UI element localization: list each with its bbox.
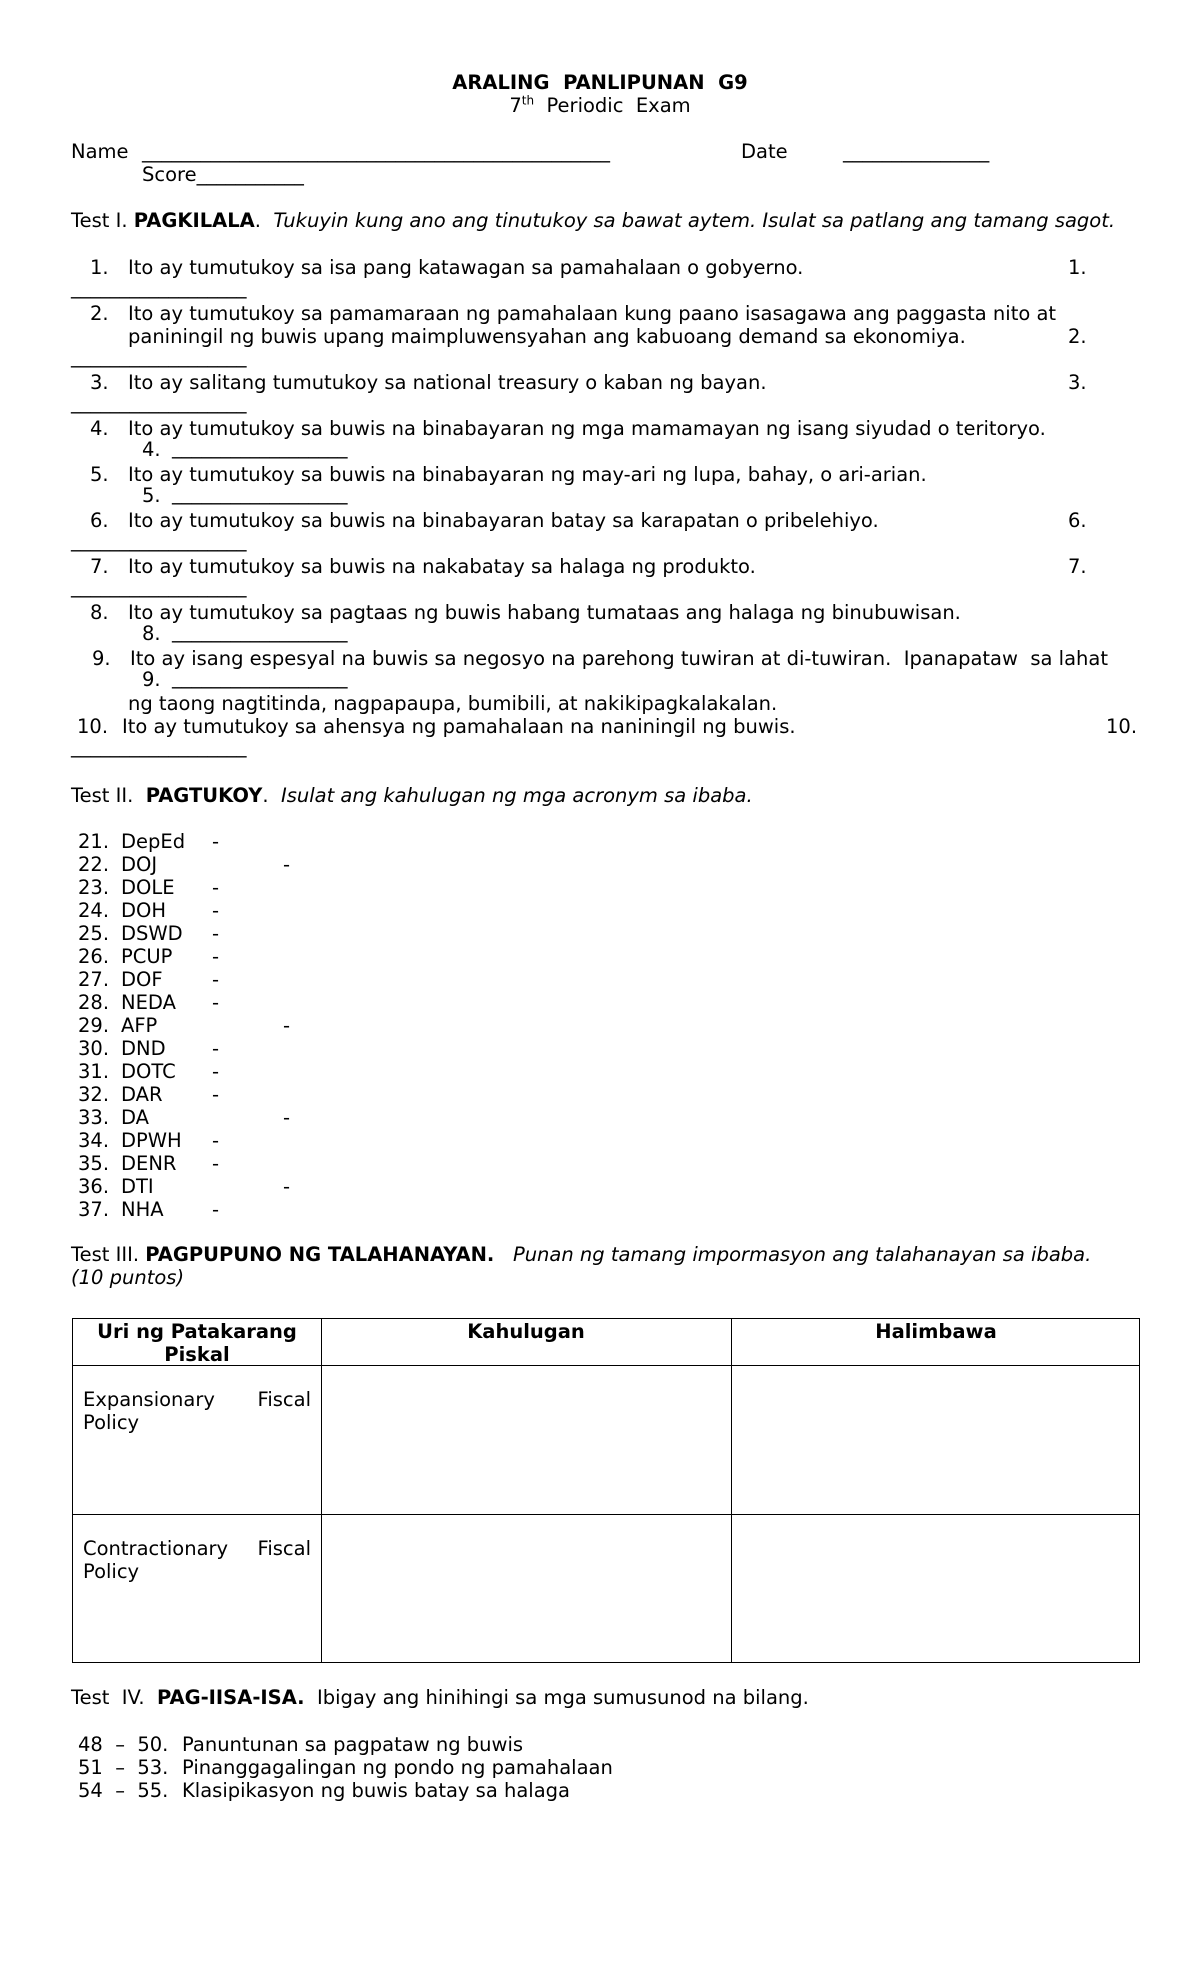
table-cell-contractionary-meaning[interactable]: [323, 1516, 729, 1662]
acronym-answer-dash: -: [283, 1175, 291, 1198]
date-blank[interactable]: _______________: [843, 140, 990, 163]
test1-answer-blank[interactable]: __________________: [71, 391, 247, 414]
page-title: ARALING PANLIPUNAN G9: [452, 71, 748, 94]
test1-answer-number: 1.: [1068, 256, 1087, 279]
test3-prefix: Test III.: [71, 1243, 146, 1266]
acronym-answer-dash: -: [212, 945, 220, 968]
test1-answer-number: 6.: [1068, 509, 1087, 532]
test1-item-text: Ito ay tumutukoy sa pagtaas ng buwis habang tumataas ang halaga ng binubuwisan.: [128, 601, 961, 624]
fiscal-policy-table: [72, 1318, 1140, 1663]
table-row-label-contractionary: Contractionary Fiscal Policy: [83, 1537, 311, 1583]
test3-title: PAGPUPUNO NG TALAHANAYAN.: [145, 1243, 495, 1266]
acronym-answer-dash: -: [212, 876, 220, 899]
acronym-text: DND: [121, 1037, 166, 1060]
test1-answer-number: 7.: [1068, 555, 1087, 578]
acronym-number: 23.: [78, 876, 110, 899]
test3-points: (10 puntos): [71, 1266, 185, 1289]
test1-item-text: Ito ay isang espesyal na buwis sa negosyo na parehong tuwiran at di-tuwiran. Ipanapataw sa lahat: [130, 647, 1108, 670]
test1-item-text: Ito ay tumutukoy sa buwis na binabayaran batay sa karapatan o pribelehiyo.: [128, 509, 879, 532]
date-label: Date: [741, 140, 788, 163]
acronym-text: AFP: [121, 1014, 158, 1037]
test1-item-text: Ito ay tumutukoy sa buwis na binabayaran ng may-ari ng lupa, bahay, o ari-arian.: [128, 463, 927, 486]
acronym-number: 33.: [78, 1106, 110, 1129]
acronym-number: 30.: [78, 1037, 110, 1060]
acronym-number: 22.: [78, 853, 110, 876]
test1-answer-blank[interactable]: __________________: [71, 345, 247, 368]
test1-item-number: 9.: [92, 647, 111, 670]
acronym-text: PCUP: [121, 945, 173, 968]
subtitle-number: 7: [509, 94, 522, 117]
acronym-number: 36.: [78, 1175, 110, 1198]
test1-answer-blank[interactable]: __________________: [71, 529, 247, 552]
test4-prefix: Test IV.: [71, 1686, 157, 1709]
score-label: Score: [142, 163, 197, 186]
acronym-number: 26.: [78, 945, 110, 968]
test1-item-number: 3.: [90, 371, 109, 394]
test1-item-number: 6.: [90, 509, 109, 532]
acronym-answer-dash: -: [283, 853, 291, 876]
test2-prefix: Test II.: [71, 784, 146, 807]
test1-item-number: 8.: [90, 601, 109, 624]
test1-answer-number: 9.: [142, 668, 161, 691]
acronym-text: NEDA: [121, 991, 176, 1014]
test1-heading: [71, 209, 1115, 232]
acronym-answer-dash: -: [212, 1129, 220, 1152]
test1-answer-blank[interactable]: __________________: [172, 620, 348, 643]
acronym-number: 24.: [78, 899, 110, 922]
acronym-answer-dash: -: [212, 991, 220, 1014]
test1-answer-blank[interactable]: __________________: [172, 482, 348, 505]
table-header-type: Uri ng Patakarang Piskal: [97, 1320, 297, 1366]
test1-item-text: Ito ay tumutukoy sa buwis na binabayaran ng mga mamamayan ng isang siyudad o teritoryo.: [128, 417, 1046, 440]
table-cell-contractionary-example[interactable]: [733, 1516, 1139, 1662]
test4-item-range: 48 – 50.: [78, 1733, 169, 1756]
acronym-answer-dash: -: [212, 1198, 220, 1221]
acronym-answer-dash: -: [212, 1037, 220, 1060]
acronym-answer-dash: -: [212, 1152, 220, 1175]
acronym-text: DPWH: [121, 1129, 182, 1152]
table-row-label-expansionary: Expansionary Fiscal Policy: [83, 1388, 311, 1434]
test1-item-text-continued: ng taong nagtitinda, nagpapaupa, bumibili, at nakikipagkalakalan.: [128, 692, 778, 715]
test2-title: PAGTUKOY: [145, 784, 263, 807]
subtitle-superscript: th: [521, 93, 535, 108]
test2-instruction: Isulat ang kahulugan ng mga acronym sa ibaba.: [280, 784, 753, 807]
acronym-answer-dash: -: [283, 1014, 291, 1037]
table-cell-expansionary-example[interactable]: [733, 1367, 1139, 1513]
score-blank[interactable]: ___________: [196, 163, 304, 186]
acronym-number: 21.: [78, 830, 110, 853]
name-label: Name: [71, 140, 129, 163]
test4-item-range: 54 – 55.: [78, 1779, 169, 1802]
acronym-number: 29.: [78, 1014, 110, 1037]
test1-item-number: 4.: [90, 417, 109, 440]
test1-prefix: Test I.: [71, 209, 134, 232]
test1-answer-blank[interactable]: __________________: [71, 575, 247, 598]
test1-answer-blank[interactable]: __________________: [71, 276, 247, 299]
test4-heading: [71, 1686, 809, 1709]
test1-answer-blank[interactable]: __________________: [172, 666, 348, 689]
test1-item-text: Ito ay tumutukoy sa isa pang katawagan sa pamahalaan o gobyerno.: [128, 256, 804, 279]
test1-item-number: 1.: [90, 256, 109, 279]
test1-answer-number: 4.: [142, 438, 161, 461]
acronym-answer-dash: -: [212, 899, 220, 922]
acronym-text: DOJ: [121, 853, 158, 876]
acronym-text: NHA: [121, 1198, 164, 1221]
acronym-text: DAR: [121, 1083, 163, 1106]
acronym-number: 32.: [78, 1083, 110, 1106]
acronym-text: DA: [121, 1106, 150, 1129]
test1-answer-number: 8.: [142, 622, 161, 645]
acronym-text: DSWD: [121, 922, 183, 945]
test3-heading: [71, 1243, 1139, 1289]
test1-answer-blank[interactable]: __________________: [172, 436, 348, 459]
test1-instruction: Tukuyin kung ano ang tinutukoy sa bawat aytem. Isulat sa patlang ang tamang sagot.: [273, 209, 1116, 232]
acronym-number: 31.: [78, 1060, 110, 1083]
test1-item-text-continued: paniningil ng buwis upang maimpluwensyahan ang kabuoang demand sa ekonomiya.: [128, 325, 966, 348]
test1-answer-number: 2.: [1068, 325, 1087, 348]
test1-item-number: 2.: [90, 302, 109, 325]
test1-answer-number: 5.: [142, 484, 161, 507]
acronym-text: DOF: [121, 968, 163, 991]
acronym-answer-dash: -: [212, 1060, 220, 1083]
test1-dot: .: [254, 209, 274, 232]
test1-answer-number: 3.: [1068, 371, 1087, 394]
page-subtitle: [0, 94, 1200, 117]
table-header-meaning: Kahulugan: [467, 1320, 585, 1343]
table-cell-expansionary-meaning[interactable]: [323, 1367, 729, 1513]
acronym-text: DTI: [121, 1175, 154, 1198]
test1-answer-blank[interactable]: __________________: [71, 735, 247, 758]
test2-heading: [71, 784, 753, 807]
test1-item-text: Ito ay tumutukoy sa pamamaraan ng pamahalaan kung paano isasagawa ang paggasta nito at: [128, 302, 1057, 325]
acronym-answer-dash: -: [212, 922, 220, 945]
acronym-number: 25.: [78, 922, 110, 945]
acronym-text: DENR: [121, 1152, 177, 1175]
table-column-divider: [731, 1319, 732, 1662]
test4-instruction: Ibigay ang hinihingi sa mga sumusunod na bilang.: [304, 1686, 809, 1709]
table-column-divider: [321, 1319, 322, 1662]
test4-item-text: Pinanggagalingan ng pondo ng pamahalaan: [182, 1756, 613, 1779]
test1-item-number: 10.: [77, 715, 109, 738]
acronym-number: 28.: [78, 991, 110, 1014]
test1-title: PAGKILALA: [133, 209, 255, 232]
table-header-example: Halimbawa: [875, 1320, 997, 1343]
acronym-answer-dash: -: [283, 1106, 291, 1129]
acronym-answer-dash: -: [212, 1083, 220, 1106]
test1-item-text: Ito ay tumutukoy sa buwis na nakabatay sa halaga ng produkto.: [128, 555, 756, 578]
test3-heading-line: [71, 1243, 1139, 1266]
test1-item-text: Ito ay salitang tumutukoy sa national treasury o kaban ng bayan.: [128, 371, 767, 394]
name-blank[interactable]: ________________________________________________: [142, 140, 610, 163]
acronym-text: DOLE: [121, 876, 175, 899]
test2-dot: .: [262, 784, 281, 807]
test4-item-text: Panuntunan sa pagpataw ng buwis: [182, 1733, 524, 1756]
acronym-answer-dash: -: [212, 830, 220, 853]
test1-item-number: 7.: [90, 555, 109, 578]
acronym-number: 35.: [78, 1152, 110, 1175]
test4-item-text: Klasipikasyon ng buwis batay sa halaga: [182, 1779, 570, 1802]
test4-item-range: 51 – 53.: [78, 1756, 169, 1779]
test3-instruction: Punan ng tamang impormasyon ang talahanayan sa ibaba.: [512, 1243, 1092, 1266]
test1-item-text: Ito ay tumutukoy sa ahensya ng pamahalaan na naniningil ng buwis.: [122, 715, 796, 738]
acronym-number: 34.: [78, 1129, 110, 1152]
test1-item-number: 5.: [90, 463, 109, 486]
subtitle-text: Periodic Exam: [534, 94, 691, 117]
acronym-number: 27.: [78, 968, 110, 991]
score-field[interactable]: [142, 163, 304, 186]
acronym-text: DepEd: [121, 830, 186, 853]
acronym-answer-dash: -: [212, 968, 220, 991]
table-row-divider: [73, 1514, 1139, 1515]
acronym-text: DOTC: [121, 1060, 176, 1083]
acronym-number: 37.: [78, 1198, 110, 1221]
test1-answer-number: 10.: [1106, 715, 1138, 738]
test4-title: PAG-IISA-ISA.: [156, 1686, 305, 1709]
acronym-text: DOH: [121, 899, 167, 922]
